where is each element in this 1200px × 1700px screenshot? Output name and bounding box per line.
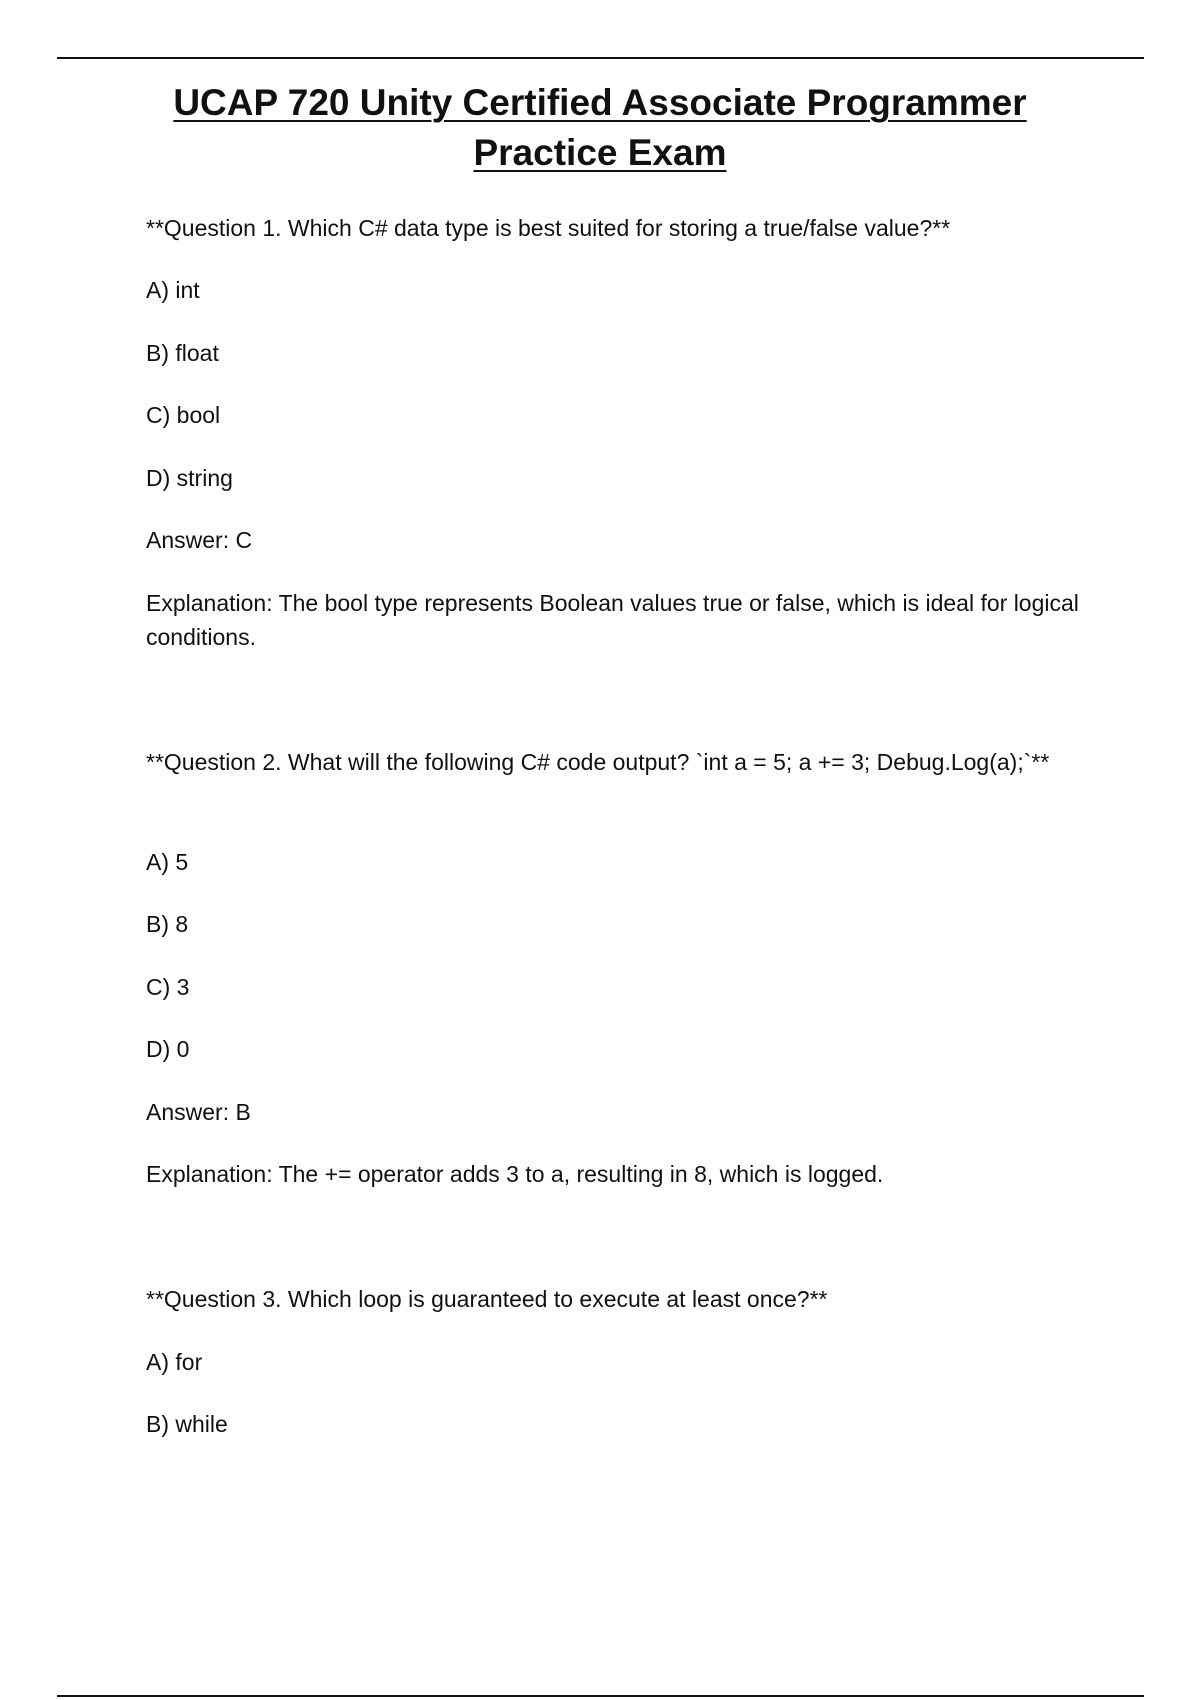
question-1-option-c: C) bool: [146, 402, 221, 428]
page-title: [100, 78, 1100, 178]
question-2-option-a: A) 5: [146, 849, 189, 875]
bottom-rule: [57, 1695, 1144, 1697]
question-1-prompt: **Question 1. Which C# data type is best suited for storing a true/false value?**: [146, 215, 951, 241]
question-2-answer: Answer: B: [146, 1099, 251, 1125]
question-1-answer: Answer: C: [146, 527, 253, 553]
question-1-explanation: Explanation: The bool type represents Boolean values true or false, which is ideal for logical conditions.: [146, 590, 1079, 650]
question-3-option-a: A) for: [146, 1349, 203, 1375]
question-2-option-c: C) 3: [146, 974, 190, 1000]
question-2-option-d: D) 0: [146, 1036, 190, 1062]
question-3-option-b: B) while: [146, 1411, 228, 1437]
question-3-prompt: **Question 3. Which loop is guaranteed to execute at least once?**: [146, 1286, 828, 1312]
question-1-option-b: B) float: [146, 340, 219, 366]
question-1-option-d: D) string: [146, 465, 233, 491]
title-line-2: Practice Exam: [473, 132, 727, 173]
question-2-option-b: B) 8: [146, 911, 189, 937]
question-2-explanation: Explanation: The += operator adds 3 to a, resulting in 8, which is logged.: [146, 1161, 884, 1187]
top-rule: [57, 57, 1144, 59]
question-1-option-a: A) int: [146, 277, 200, 303]
question-2-prompt: **Question 2. What will the following C# code output? `int a = 5; a += 3; Debug.Log(a);`**: [146, 749, 1050, 775]
title-line-1: UCAP 720 Unity Certified Associate Programmer: [173, 82, 1027, 123]
